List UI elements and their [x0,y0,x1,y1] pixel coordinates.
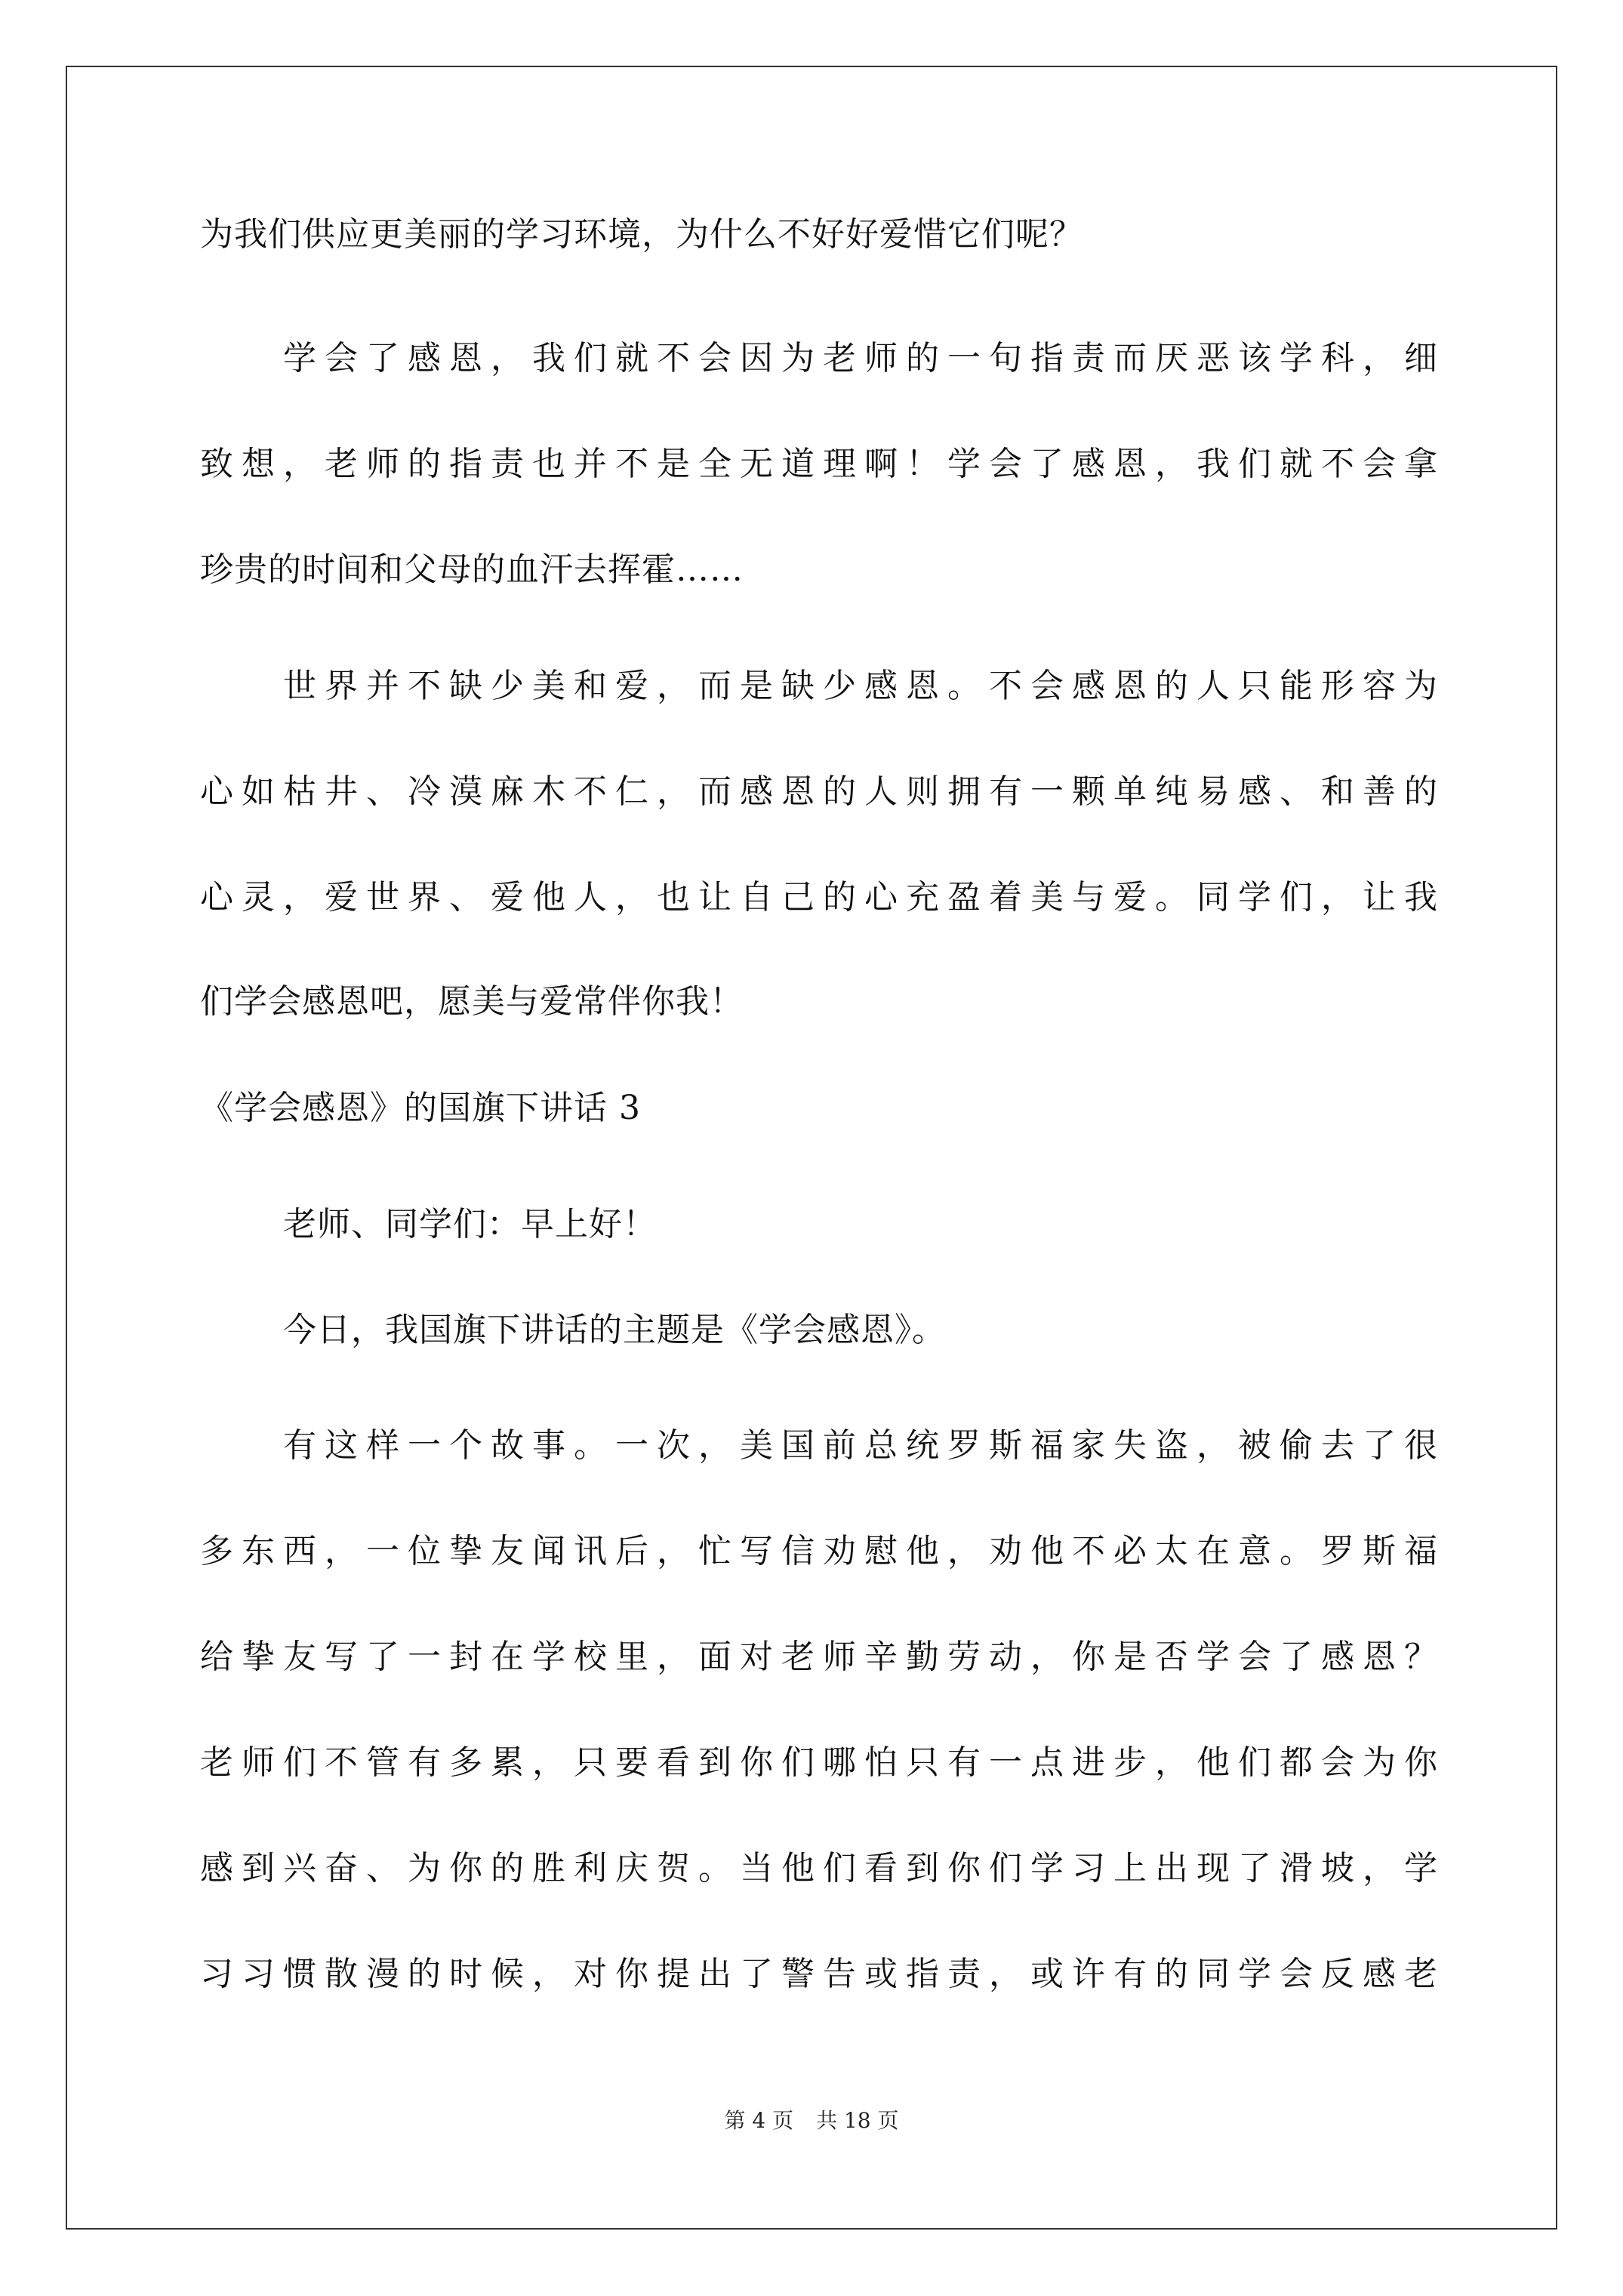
text-line: 为我们供应更美丽的学习环境，为什么不好好爱惜它们呢？ [200,215,1083,254]
text-line: 珍贵的时间和父母的血汗去挥霍…… [200,550,744,589]
text-line: 多东西，一位挚友闻讯后，忙写信劝慰他，劝他不必太在意。罗斯福 [200,1532,1438,1570]
page-total: 共 18 页 [816,2108,899,2133]
text-line: 心如枯井、冷漠麻木不仁，而感恩的人则拥有一颗单纯易感、和善的 [200,772,1438,811]
text-line: 致想，老师的指责也并不是全无道理啊！学会了感恩，我们就不会拿 [200,445,1438,483]
text-line: 老师们不管有多累，只要看到你们哪怕只有一点进步，他们都会为你 [200,1743,1438,1782]
page-number: 第 4 页 [724,2108,794,2133]
page-footer [0,2106,1623,2136]
paragraph-first-line: 世界并不缺少美和爱，而是缺少感恩。不会感恩的人只能形容为 [283,667,1438,705]
text-line: 习习惯散漫的时候，对你提出了警告或指责，或许有的同学会反感老 [200,1955,1438,1993]
text-line: 心灵，爱世界、爱他人，也让自己的心充盈着美与爱。同学们，让我 [200,878,1438,917]
page-border [66,66,1557,2230]
text-line: 感到兴奋、为你的胜利庆贺。当他们看到你们学习上出现了滑坡，学 [200,1849,1438,1888]
text-line: 给挚友写了一封在学校里，面对老师辛勤劳动，你是否学会了感恩？ [200,1638,1438,1676]
text-line: 们学会感恩吧，愿美与爱常伴你我！ [200,982,744,1021]
paragraph-first-line: 今日，我国旗下讲话的主题是《学会感恩》。 [283,1311,946,1349]
section-heading: 《学会感恩》的国旗下讲话 3 [200,1089,641,1127]
paragraph-first-line: 有这样一个故事。一次，美国前总统罗斯福家失盗，被偷去了很 [283,1426,1438,1465]
greeting-line: 老师、同学们：早上好！ [283,1205,657,1244]
paragraph-first-line: 学会了感恩，我们就不会因为老师的一句指责而厌恶该学科，细 [283,339,1438,378]
